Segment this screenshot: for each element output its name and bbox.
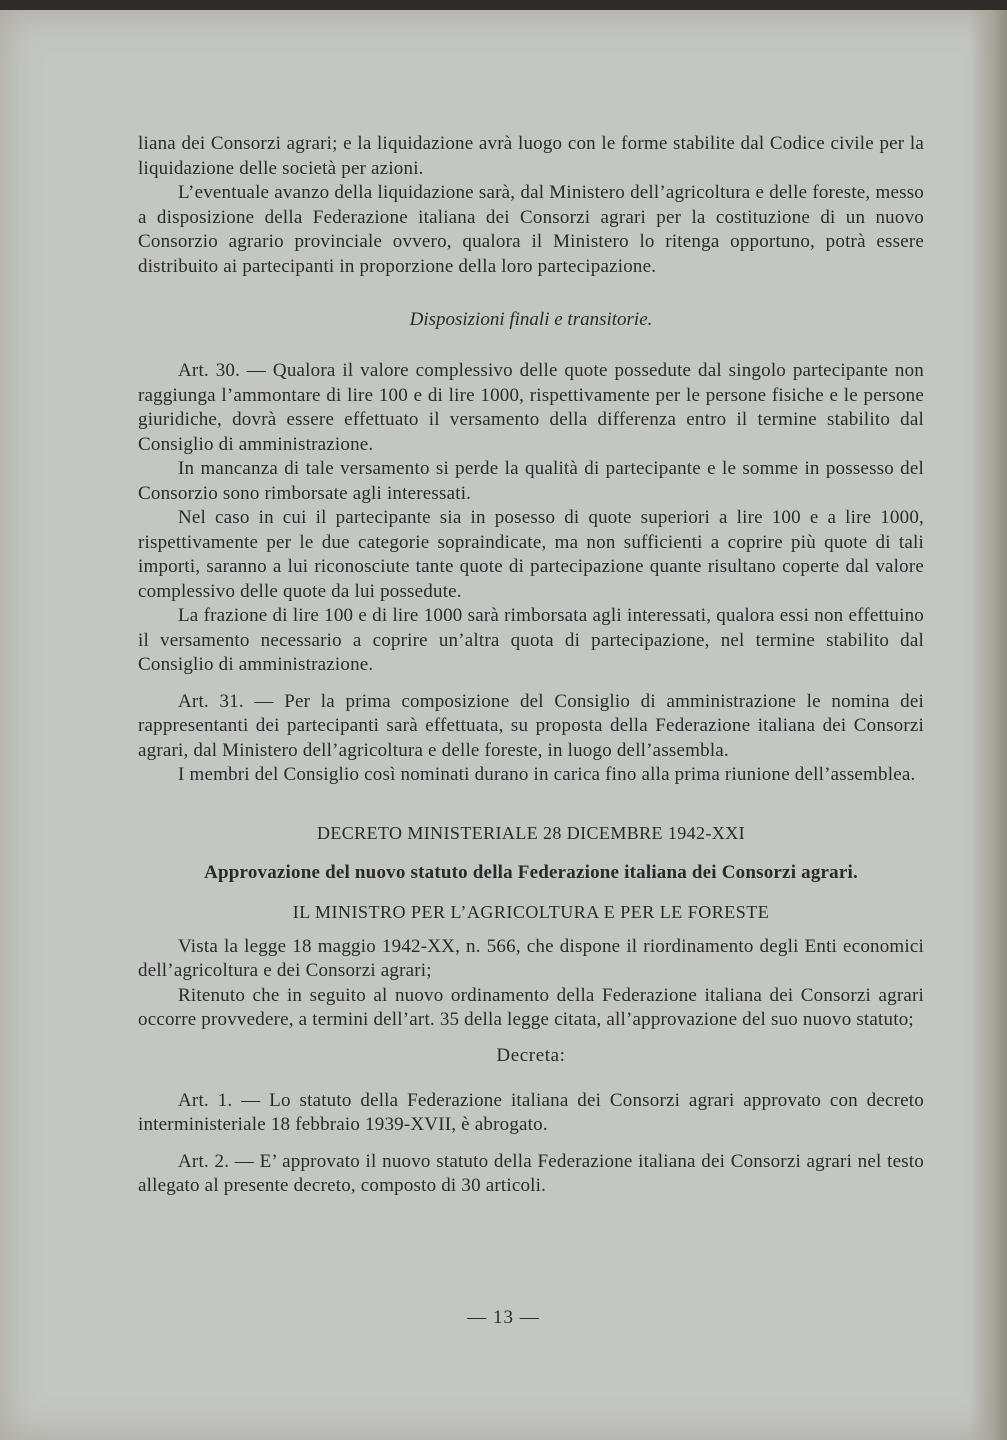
premise-vista: Vista la legge 18 maggio 1942-XX, n. 566, che dispone il riordinamento degli Enti economici dell’agricoltura e dei Consorzi agrari; bbox=[138, 935, 924, 981]
page-spine-shadow bbox=[969, 10, 1007, 1440]
minister-heading: IL MINISTRO PER L’AGRICOLTURA E PER LE FORESTE bbox=[292, 901, 770, 922]
decreta-heading: Decreta: bbox=[496, 1044, 566, 1066]
art-30-paragraph-1: Art. 30. — Qualora il valore complessivo delle quote possedute dal singolo partecipante non raggiunga l’ammontare di lire 100 e di lire 1000, rispettivamente per le persone fisiche e le persone giuridiche, dovrà essere effettuato il versamento della differenza entro il termine stabilito dal Consiglio di amministrazione. bbox=[138, 360, 924, 455]
page-number: — 13 — bbox=[467, 1307, 540, 1328]
decree-subtitle: Approvazione del nuovo statuto della Federazione italiana dei Consorzi agrari. bbox=[204, 861, 858, 883]
paragraph-surplus: L’eventuale avanzo della liquidazione sarà, dal Ministero dell’agricoltura e delle foreste, messo a disposizione della Federazione italiana dei Consorzi agrari per la costituzione di un nuovo Consorzio agrario provinciale ovvero, qualora il Ministero lo ritenga opportuno, potrà essere distribuito ai partecipanti in proporzione della loro partecipazione. bbox=[138, 182, 924, 277]
spacer bbox=[138, 678, 924, 690]
art-30-paragraph-3: Nel caso in cui il partecipante sia in posesso di quote superiori a lire 100 e a lire 1000, rispettivamente per le due categorie sopraindicate, ma non sufficienti a coprire più quote di tali importi, saranno a lui riconosciute tante quote di partecipazione quante risultano coperte dal valore complessivo delle quote da lui possedute. bbox=[138, 507, 924, 602]
art-31-paragraph-1: Art. 31. — Per la prima composizione del Consiglio di amministrazione le nomina dei rappresentanti dei partecipanti sarà effettuata, su proposta della Federazione italiana dei Consorzi agrari, dal Ministero dell’agricoltura e delle foreste, in luogo dell’assembla. bbox=[138, 690, 924, 761]
section-heading: Disposizioni finali e transitorie. bbox=[409, 309, 653, 330]
premise-ritenuto: Ritenuto che in seguito al nuovo ordinamento della Federazione italiana dei Consorzi agrari occorre provvedere, a termini dell’art. 35 della legge citata, all’approvazione del suo nuovo statuto; bbox=[138, 984, 924, 1030]
document-page bbox=[0, 10, 1007, 1440]
article-1: Art. 1. — Lo statuto della Federazione italiana dei Consorzi agrari approvato con decreto interministeriale 18 febbraio 1939-XVII, è abrogato. bbox=[138, 1089, 924, 1135]
article-2: Art. 2. — E’ approvato il nuovo statuto della Federazione italiana dei Consorzi agrari nel testo allegato al presente decreto, composto di 30 articoli. bbox=[138, 1150, 924, 1196]
art-30-paragraph-4: La frazione di lire 100 e di lire 1000 sarà rimborsata agli interessati, qualora essi non effettuino il versamento necessario a coprire un’altra quota di partecipazione, nel termine stabilito dal Consiglio di amministrazione. bbox=[138, 605, 924, 675]
art-30-paragraph-2: In mancanza di tale versamento si perde la qualità di partecipante e le somme in possesso del Consorzio sono rimborsate agli interessati. bbox=[138, 458, 924, 504]
spacer bbox=[138, 1138, 924, 1150]
art-31-paragraph-2: I membri del Consiglio così nominati durano in carica fino alla prima riunione dell’assemblea. bbox=[178, 764, 916, 785]
decree-title: DECRETO MINISTERIALE 28 DICEMBRE 1942-XXI bbox=[316, 822, 746, 843]
paragraph-liquidation-end: liana dei Consorzi agrari; e la liquidazione avrà luogo con le forme stabilite dal Codice civile per la liquidazione delle società per azioni. bbox=[138, 133, 924, 179]
page-content bbox=[138, 132, 924, 1199]
